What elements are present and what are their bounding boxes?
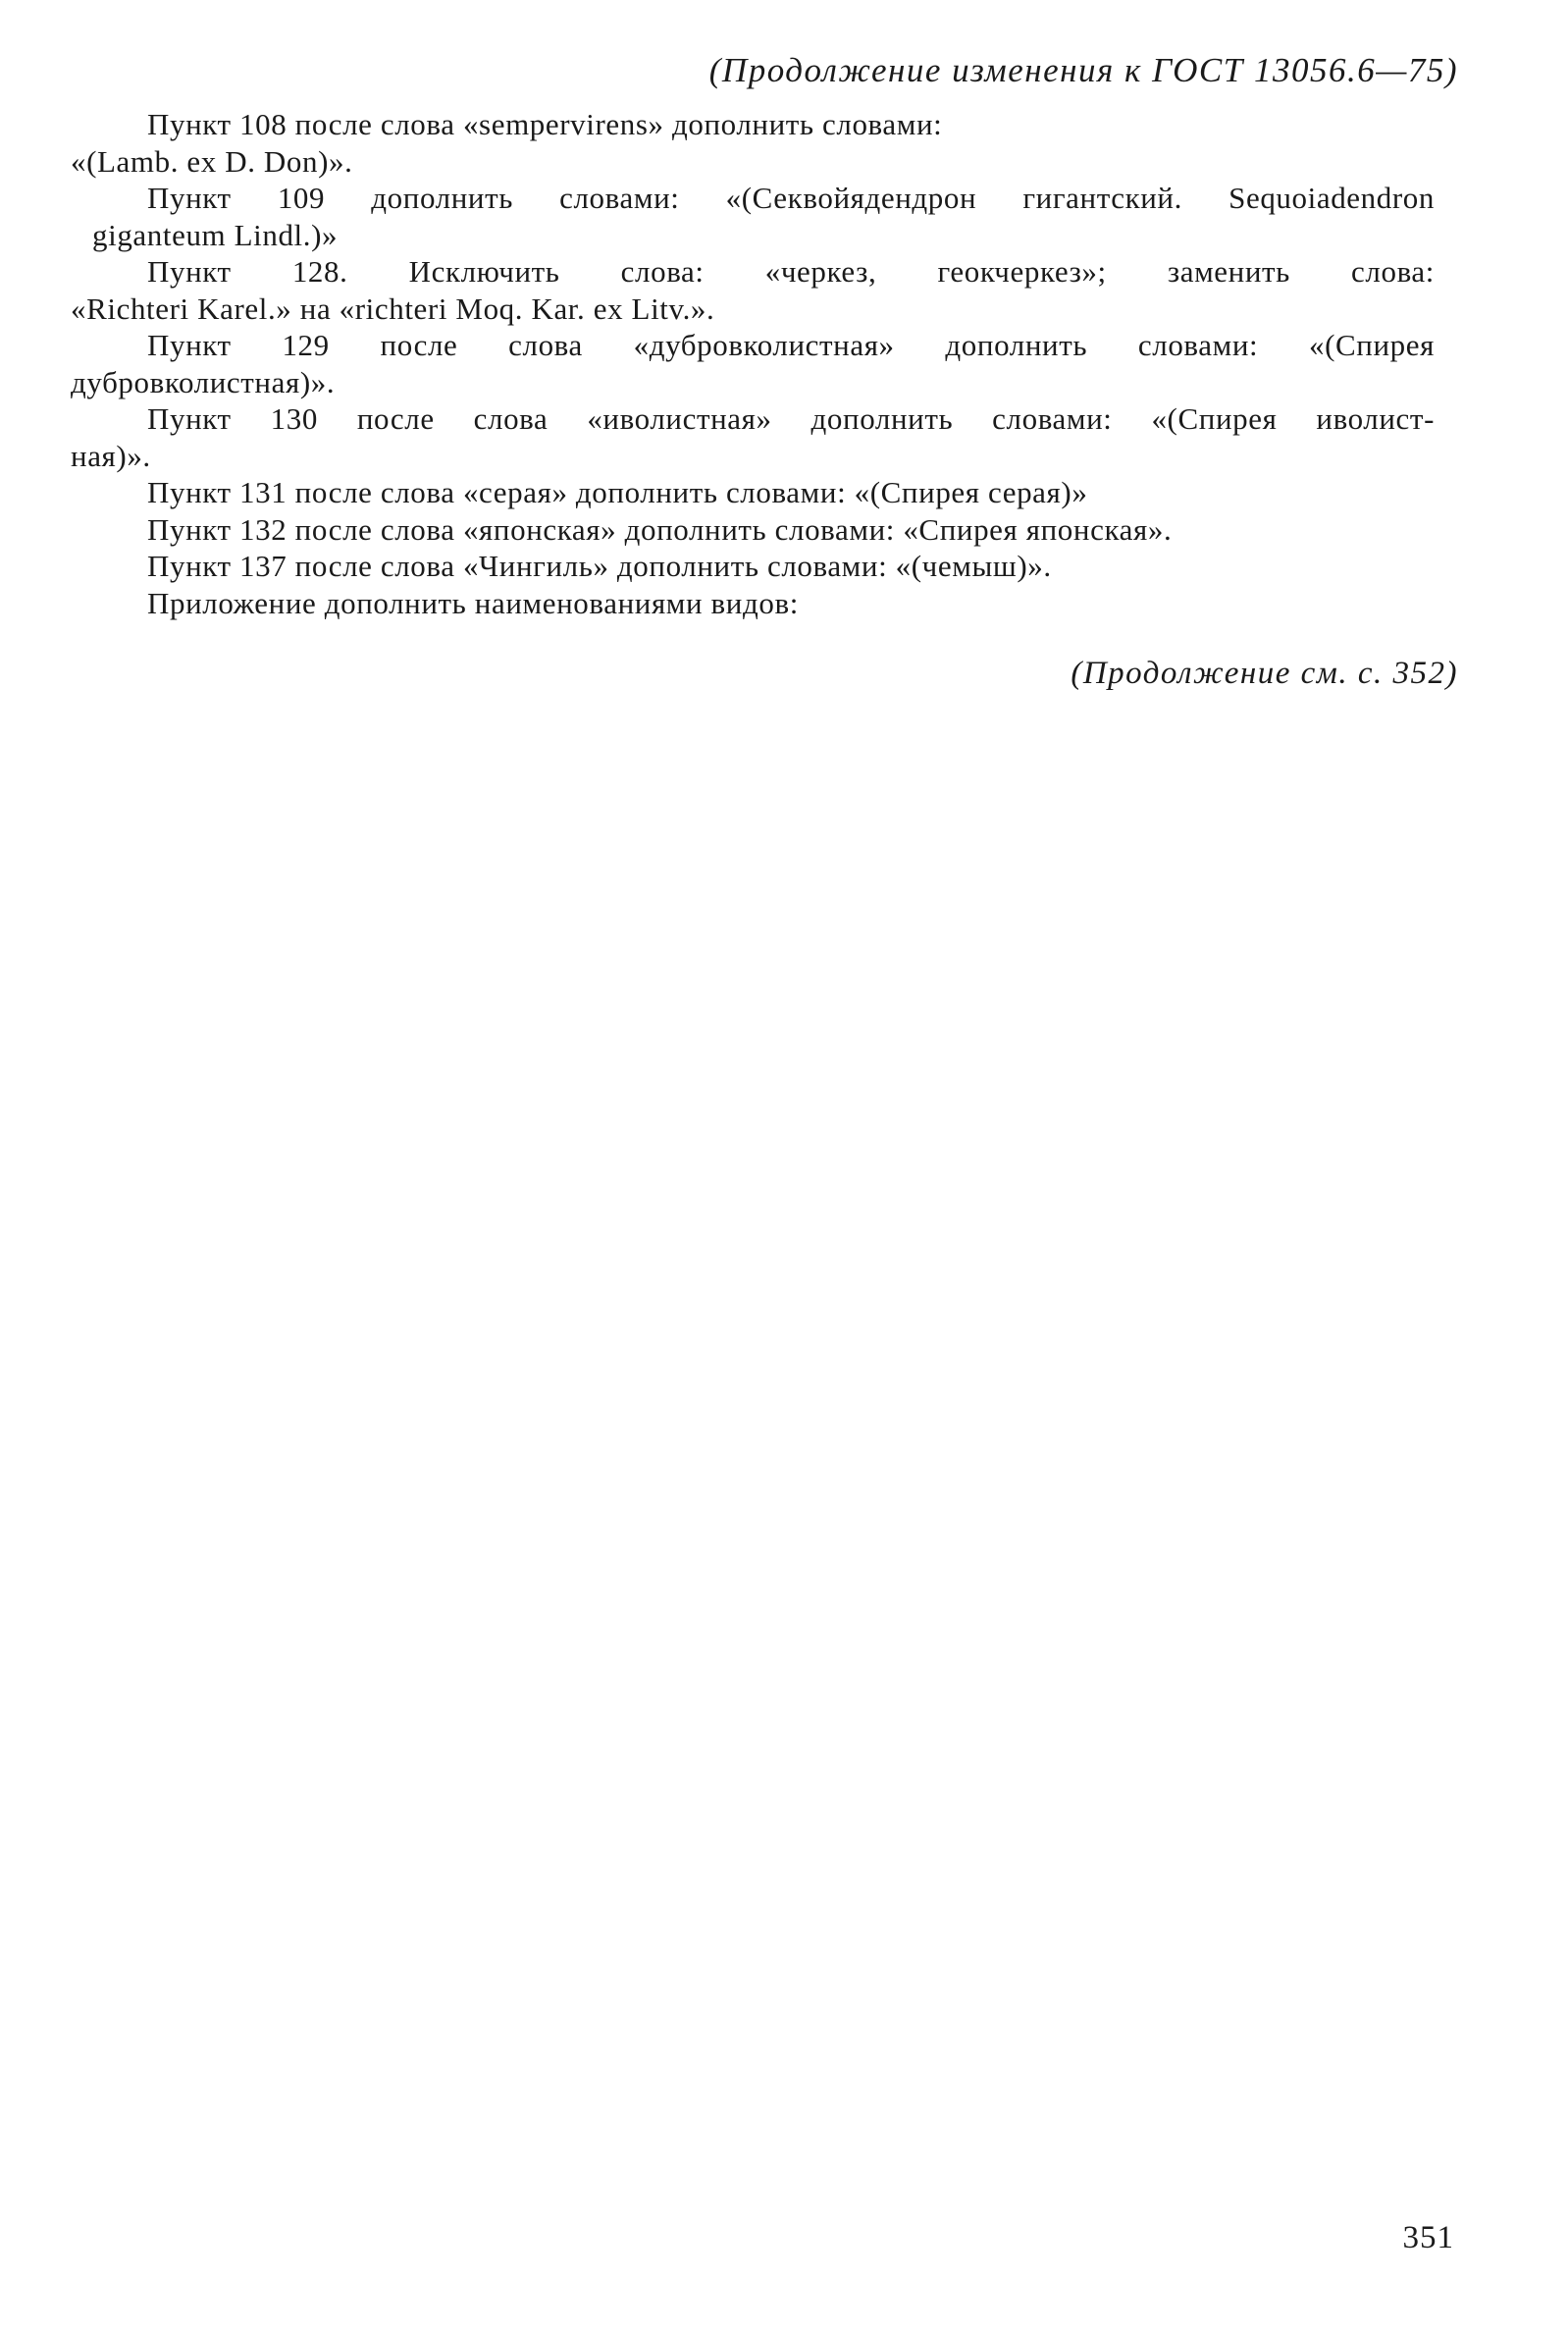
paragraph-line: дубровколистная)». <box>71 364 336 399</box>
paragraph-line: giganteum Lindl.)» <box>92 217 339 252</box>
paragraph-line: Приложение дополнить наименованиями видов: <box>147 585 799 620</box>
paragraph-line: Пункт 131 после слова «серая» дополнить словами: «(Спирея серая)» <box>147 475 1088 509</box>
paragraph-line: Пункт 128. Исключить слова: «черкез, геокчеркез»; заменить слова: <box>147 254 1435 289</box>
paragraph-line: Пункт 109 дополнить словами: «(Секвойядендрон гигантский. Sequoiadendron <box>147 181 1435 215</box>
page-header: (Продолжение изменения к ГОСТ 13056.6—75) <box>708 51 1458 89</box>
page-number: 351 <box>1402 2220 1454 2255</box>
amendment-text <box>71 106 1435 621</box>
paragraph-line: Пункт 132 после слова «японская» дополнить словами: «Спирея японская». <box>147 511 1173 547</box>
paragraph-line: Пункт 108 после слова «sempervirens» дополнить словами: <box>147 107 943 141</box>
paragraph-line: Пункт 129 после слова «дубровколистная» дополнить словами: «(Спирея <box>147 328 1435 362</box>
paragraph-line: «(Lamb. ex D. Don)». <box>71 143 353 179</box>
paragraph-line: Пункт 137 после слова «Чингиль» дополнить словами: «(чемыш)». <box>147 549 1052 583</box>
paragraph-line: «Richteri Karel.» на «richteri Moq. Kar. ex Litv.». <box>71 291 715 326</box>
paragraph-line: Пункт 130 после слова «иволистная» дополнить словами: «(Спирея иволист- <box>147 401 1435 436</box>
continuation-note: (Продолжение см. с. 352) <box>1071 656 1458 691</box>
paragraph-line: ная)». <box>71 438 151 473</box>
